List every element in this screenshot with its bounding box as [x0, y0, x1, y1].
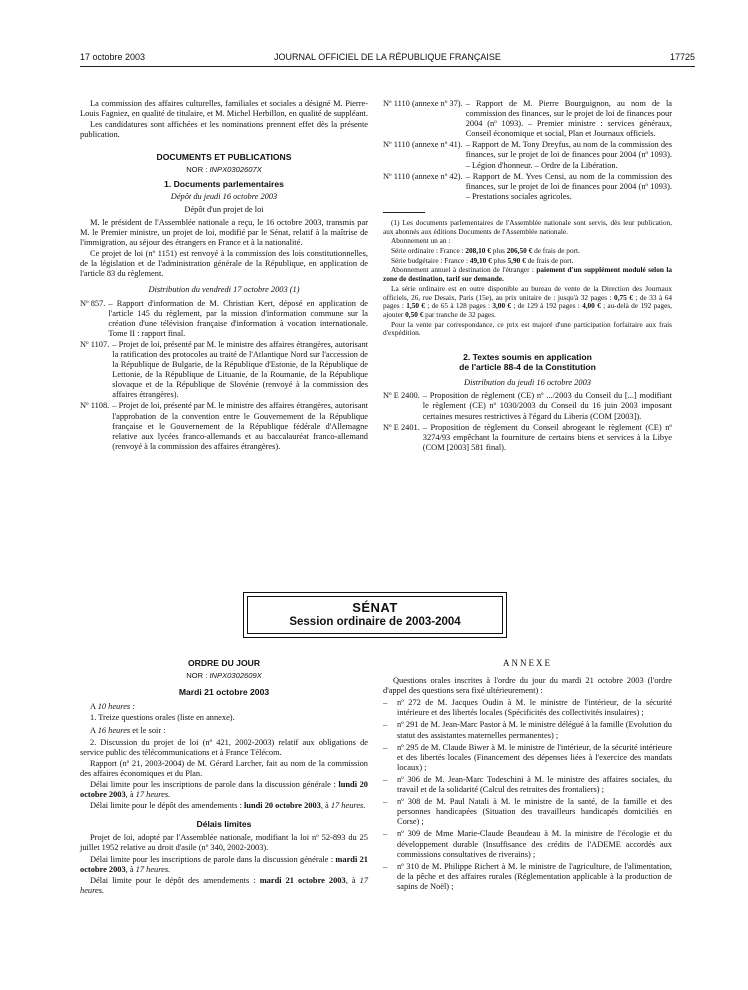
question-text: nº 306 de M. Jean-Marc Todeschini à M. le ministre des affaires sociales, du travail et de la solidarité (Calcul des retraites des frontaliers) ;: [397, 774, 672, 795]
ordre-du-jour-column: [80, 658, 368, 897]
question-text: nº 309 de Mme Marie-Claude Beaudeau à M. la ministre de l'écologie et du développement durable (Insuffisance des crédits de l'ADEME accordés aux commissions consultatives de riverains) ;: [397, 829, 672, 859]
time-slot: A 16 heures et le soir :: [90, 726, 166, 736]
nor-reference: [80, 165, 368, 175]
document-number: Nº 1110 (annexe nº 42).: [383, 171, 463, 181]
senat-session: Session ordinaire de 2003-2004: [289, 616, 461, 628]
footnote-text: Abonnement annuel à destination de l'étranger : paiement d'un supplément modulé selon la zone de destination, tarif sur demande.: [383, 265, 672, 284]
left-column: [80, 99, 368, 453]
document-text: – Rapport de M. Yves Censi, au nom de la commission des finances, sur le projet de loi de finances pour 2004 (nº 1093). – Prestations sociales agricoles.: [465, 171, 672, 201]
dash-marker: –: [383, 742, 388, 752]
nor-code: INPX0302609X: [209, 671, 262, 681]
question-text: nº 308 de M. Paul Natali à M. le ministre de la santé, de la famille et des personnes handicapées (Situation des travailleurs handicapés domiciliés en Corse) ;: [397, 797, 672, 827]
annexe-title: ANNEXE: [503, 658, 552, 668]
question-item: [383, 775, 672, 795]
page-header: [80, 52, 695, 67]
nor-label: NOR :: [186, 671, 208, 681]
dash-marker: –: [383, 720, 388, 730]
dash-marker: –: [383, 774, 388, 784]
agenda-projet: Projet de loi, adopté par l'Assemblée nationale, modifiant la loi nº 52-893 du 25 juillet 1952 relative au droit d'asile (nº 340, 2002-2003).: [80, 833, 368, 853]
agenda-rapport: Rapport (nº 21, 2003-2004) de M. Gérard Larcher, fait au nom de la commission des affaires économiques et du Plan.: [80, 758, 368, 778]
agenda-item: 2. Discussion du projet de loi (nº 421, 2002-2003) relatif aux obligations de service public des télécommunications et à France Télécom.: [80, 737, 368, 757]
agenda-delai: Délai limite pour le dépôt des amendements : mardi 21 octobre 2003, à 17 heures.: [80, 875, 368, 895]
document-number: Nº E 2401.: [383, 422, 420, 432]
question-text: nº 291 de M. Jean-Marc Pastor à M. le ministre délégué à la famille (Evolution du statut des assistantes maternelles permanentes) ;: [397, 720, 672, 740]
ordre-du-jour-title: ORDRE DU JOUR: [187, 658, 261, 668]
document-number: Nº 857.: [80, 298, 106, 308]
document-text: – Projet de loi, présenté par M. le ministre des affaires étrangères, autorisant l'approbation de la convention entre le Gouvernement de la République française et le Gouvernement de la République fédérale d'Allemagne relative aux lycées franco-allemands et au baccalauréat franco-allemand (renvoyé à la commission des affaires étrangères).: [112, 401, 368, 451]
document-item: [383, 391, 672, 421]
dash-marker: –: [383, 829, 388, 839]
header-journal-title: JOURNAL OFFICIEL DE LA RÉPUBLIQUE FRANÇAISE: [274, 52, 501, 62]
document-text: – Proposition de règlement (CE) nº .../2003 du Conseil du [...] modifiant le règlement (CE) nº 1030/2003 du Conseil du 16 juin 2003 imposant certaines mesures restrictives à l'égard du Liberia (COM [2003]).: [422, 391, 672, 421]
footnote-divider: [383, 212, 425, 213]
document-text: – Proposition de règlement du Conseil abrogeant le règlement (CE) nº 3274/93 empêchant la fourniture de certains biens et services à la Libye (COM [2003] 581 final).: [422, 422, 672, 452]
document-item: [383, 99, 672, 139]
question-item: [383, 862, 672, 892]
depot-paragraph: M. le président de l'Assemblée nationale a reçu, le 16 octobre 2003, transmis par M. le Premier ministre, un projet de loi, modifié par le Sénat, relatif à la maîtrise de l'immigration, au séjour des étrangers en France et à la nationalité.: [80, 217, 368, 248]
intro-paragraph: La commission des affaires culturelles, familiales et sociales a désigné M. Pierre-Louis Fagniez, en qualité de titulaire, et M. Michel Herbillon, en qualité de suppléant.: [80, 99, 368, 119]
footnote-text: Série ordinaire : France : 208,10 € plus 206,50 € de frais de port.: [391, 246, 580, 256]
distribution-title: Distribution du vendredi 17 octobre 2003 (1): [148, 285, 300, 295]
question-item: [383, 698, 672, 718]
document-number: Nº 1110 (annexe nº 41).: [383, 140, 463, 150]
footnote-text: Pour la vente par correspondance, ce prix est majoré d'une participation forfaitaire aux frais d'expédition.: [383, 319, 672, 338]
document-item: [383, 172, 672, 202]
nor-label: NOR :: [186, 165, 208, 175]
senat-banner: [243, 592, 507, 638]
agenda-item: 1. Treize questions orales (liste en annexe).: [90, 713, 235, 723]
document-number: Nº 1108.: [80, 401, 110, 411]
footnote-text: La série ordinaire est en outre disponible au bureau de vente de la Direction des Journaux officiels, 26, rue Desaix, Paris (15e), au prix unitaire de : jusqu'à 32 pages : 0,75 € ; de 33 à 64 pages : 1,50 € ; de 65 à 128 pages : 3,00 € ; de 129 à 192 pages : 4,00 € ; au-delà de 192 pages, ajouter 0,50 € par tranche de 32 pages.: [383, 283, 673, 319]
header-date: 17 octobre 2003: [80, 52, 146, 62]
footnote-text: (1) Les documents parlementaires de l'Assemblée nationale sont servis, dès leur publication, aux abonnés aux éditions Documents de l'Assemblée nationale.: [383, 217, 672, 236]
nor-code: INPX0302607X: [209, 165, 262, 175]
document-item: [80, 401, 368, 451]
agenda-delai: Délai limite pour le dépôt des amendements : lundi 20 octobre 2003, à 17 heures.: [90, 801, 366, 811]
footnote-text: Série budgétaire : France : 49,10 € plus 5,90 € de frais de port.: [391, 255, 574, 265]
depot-date: Dépôt du jeudi 16 octobre 2003: [170, 191, 278, 201]
agenda-delai: Délai limite pour les inscriptions de parole dans la discussion générale : mardi 21 octobre 2003, à 17 heures.: [80, 854, 368, 874]
question-text: nº 272 de M. Jacques Oudin à M. le ministre de l'intérieur, de la sécurité intérieure et des libertés locales (Spécificités des collectivités insulaires) ;: [397, 698, 672, 718]
agenda-delai: Délai limite pour les inscriptions de parole dans la discussion générale : lundi 20 octobre 2003, à 17 heures.: [80, 779, 368, 800]
question-text: nº 310 de M. Philippe Richert à M. le ministre de l'agriculture, de l'alimentation, de la pêche et des affaires rurales (Réglementation applicable à la production de sapins de Noël) ;: [397, 861, 672, 891]
document-number: Nº 1110 (annexe nº 37).: [383, 99, 463, 108]
dash-marker: –: [383, 797, 388, 807]
section-title-documents-parlementaires: 1. Documents parlementaires: [164, 178, 284, 189]
document-text: – Projet de loi, présenté par M. le ministre des affaires étrangères, autorisant la ratification des protocoles au traité de l'Atlantique Nord sur l'accession de la République de Bulgarie, de la République d'Estonie, de la République de Lettonie, de la République de Lituanie, de la Roumanie, de la République slovaque et de la République de Slovénie (renvoyé à la commission des affaires étrangères).: [112, 339, 368, 400]
question-item: [383, 797, 672, 827]
depot-paragraph: Ce projet de loi (nº 1151) est renvoyé à la commission des lois constitutionnelles, de la législation et de l'administration générale de la République, en application de l'article 83 du règlement.: [80, 249, 368, 279]
document-item: [383, 423, 672, 453]
section-title-documents: DOCUMENTS ET PUBLICATIONS: [156, 152, 292, 163]
document-item: [80, 340, 368, 401]
document-text: – Rapport d'information de M. Christian Kert, déposé en application de l'article 145 du règlement, par la mission d'information commune sur la création d'une télévision française d'information à vocation internationale. Tome II : rapport final.: [108, 298, 368, 338]
section-title-textes-soumis: 2. Textes soumis en application: [463, 352, 592, 363]
right-column: [383, 99, 672, 454]
nor-reference: [80, 671, 368, 681]
question-text: nº 295 de M. Claude Biwer à M. le ministre de l'intérieur, de la sécurité intérieure et des libertés locales (Financement des dépenses liées à l'exercice des mandats locaux) ;: [397, 742, 672, 772]
document-text: – Rapport de M. Tony Dreyfus, au nom de la commission des finances, sur le projet de loi de finances pour 2004 (nº 1093). – Légion d'honneur. – Ordre de la Libération.: [465, 140, 672, 170]
document-item: [80, 299, 368, 339]
document-text: – Rapport de M. Pierre Bourguignon, au nom de la commission des finances, sur le projet de loi de finances pour 2004 (nº 1093). – Premier ministre : services généraux, Conseil économique et social, Plan et Journaux officiels.: [465, 99, 672, 139]
dash-marker: –: [383, 698, 388, 708]
section-title-article-88-4: de l'article 88-4 de la Constitution: [459, 362, 596, 373]
header-page-number: 17725: [669, 52, 695, 62]
annexe-intro: Questions orales inscrites à l'ordre du jour du mardi 21 octobre 2003 (l'ordre d'appel des questions sera fixé ultérieurement) :: [383, 676, 672, 696]
document-number: Nº E 2400.: [383, 391, 420, 401]
question-item: [383, 743, 672, 773]
delais-limites-title: Délais limites: [196, 819, 252, 830]
footnotes: [383, 219, 672, 338]
document-item: [383, 140, 672, 170]
question-item: [383, 720, 672, 740]
session-date: Mardi 21 octobre 2003: [178, 687, 270, 698]
dash-marker: –: [383, 861, 388, 871]
footnote-text: Abonnement un an :: [391, 236, 451, 246]
question-item: [383, 829, 672, 859]
senat-title: SÉNAT: [352, 600, 398, 615]
time-slot: A 10 heures :: [90, 702, 136, 712]
document-number: Nº 1107.: [80, 339, 110, 349]
intro-paragraph: Les candidatures sont affichées et les nominations prennent effet dès la présente publication.: [80, 120, 368, 140]
depot-subtitle: Dépôt d'un projet de loi: [184, 204, 264, 214]
annexe-column: [383, 658, 672, 894]
distribution-title: Distribution du jeudi 16 octobre 2003: [464, 378, 591, 388]
